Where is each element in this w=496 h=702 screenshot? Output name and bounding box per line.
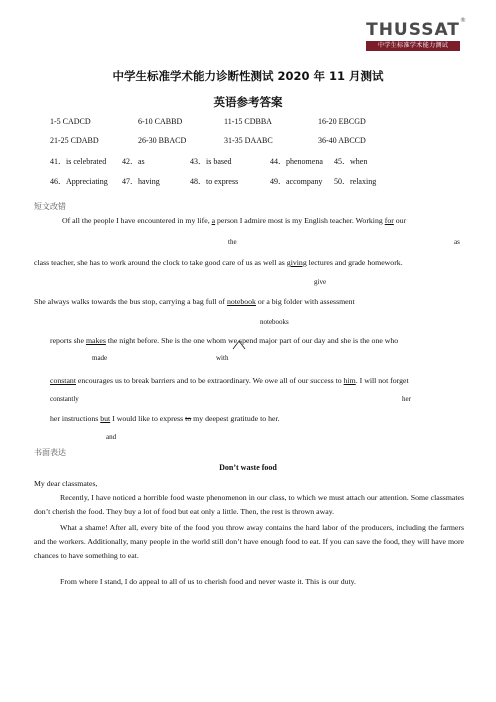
- insertion-caret-icon: [232, 340, 246, 350]
- correction-word: and: [106, 433, 117, 441]
- marked-word: a: [211, 216, 216, 225]
- passage-line: reports she makes the night before. She is the one whom we spend major part of our day and she is the one who: [50, 336, 399, 345]
- answer-item: 44．phenomena: [270, 157, 323, 166]
- answer-group: 26-30 BBACD: [138, 136, 187, 145]
- correction-word: her: [402, 395, 411, 403]
- section-heading-writing: 书面表达: [34, 448, 66, 457]
- essay-paragraph: From where I stand, I do appeal to all of us to cherish food and never waste it. This is our duty.: [60, 577, 356, 586]
- essay-salutation: My dear classmates,: [34, 479, 98, 488]
- marked-word: him: [343, 376, 356, 385]
- passage-line: class teacher, she has to work around the clock to take good care of us as well as giving lectures and grade homework.: [34, 258, 403, 267]
- marked-word: giving: [286, 258, 307, 267]
- answer-group: 16-20 EBCGD: [318, 117, 366, 126]
- correction-word: give: [314, 278, 327, 286]
- correction-word: the: [228, 238, 237, 246]
- marked-word: makes: [85, 336, 106, 345]
- essay-paragraph: Recently, I have noticed a horrible food waste phenomenon in our class, to which we must attach our attention. Some classmates don’t cherish the food. They buy a lot of food but eat only a little. Then, the rest is thrown away.: [34, 493, 464, 516]
- page-title: 中学生标准学术能力诊断性测试 2020 年 11 月测试: [112, 69, 384, 83]
- logo-wordmark: THUSSAT: [366, 20, 460, 40]
- answer-group: 36-40 ABCCD: [318, 136, 366, 145]
- thussat-logo: [366, 17, 466, 56]
- answer-group: 31-35 DAABC: [224, 136, 273, 145]
- answer-group: 11-15 CDBBA: [224, 117, 272, 126]
- answer-item: 47．having: [122, 177, 160, 186]
- answer-item: 50．relaxing: [334, 177, 377, 186]
- answer-item: 42．as: [122, 157, 145, 166]
- correction-word: constantly: [50, 395, 79, 403]
- logo-subtitle: 中学生标准学术能力测试: [366, 41, 460, 51]
- answer-item: 45．when: [334, 157, 368, 166]
- answer-item: 46．Appreciating: [50, 177, 108, 186]
- correction-word: notebooks: [260, 318, 289, 326]
- section-heading-correction: 短文改错: [34, 202, 66, 211]
- answer-item: 43．is based: [190, 157, 232, 166]
- answer-item: 48．to express: [190, 177, 239, 186]
- marked-word: constant: [50, 376, 76, 385]
- essay-paragraph: What a shame! After all, every bite of the food you throw away contains the hard labor of the producers, including the farmers and the workers. Additionally, many people in the world still don’t have enough food to eat. If you can save the food, they will have more chances to have something to eat.: [34, 523, 464, 560]
- registered-mark: ®: [460, 17, 466, 24]
- answer-item: 49．accompany: [270, 177, 323, 186]
- correction-word: with: [216, 354, 229, 362]
- page-subtitle: 英语参考答案: [213, 95, 283, 109]
- passage-line: constant encourages us to break barriers and to be extraordinary. We owe all of our success to him. I will not forget: [50, 376, 409, 385]
- deleted-word: to: [185, 414, 192, 423]
- correction-word: as: [454, 238, 460, 246]
- answer-group: 6-10 CABBD: [138, 117, 183, 126]
- answer-group: 21-25 CDABD: [50, 136, 99, 145]
- passage-line: Of all the people I have encountered in my life, a person I admire most is my English teacher. Working for our: [62, 216, 407, 225]
- correction-word: made: [92, 354, 108, 362]
- passage-line: She always walks towards the bus stop, carrying a bag full of notebook or a big folder with assessment: [34, 297, 355, 306]
- marked-word: for: [384, 216, 394, 225]
- essay-title: Don’t waste food: [219, 463, 277, 472]
- marked-word: notebook: [226, 297, 256, 306]
- answer-group: 1-5 CADCD: [50, 117, 91, 126]
- passage-line: her instructions but I would like to express to my deepest gratitude to her.: [50, 414, 280, 423]
- answer-item: 41．is celebrated: [50, 157, 107, 166]
- marked-word: but: [100, 414, 111, 423]
